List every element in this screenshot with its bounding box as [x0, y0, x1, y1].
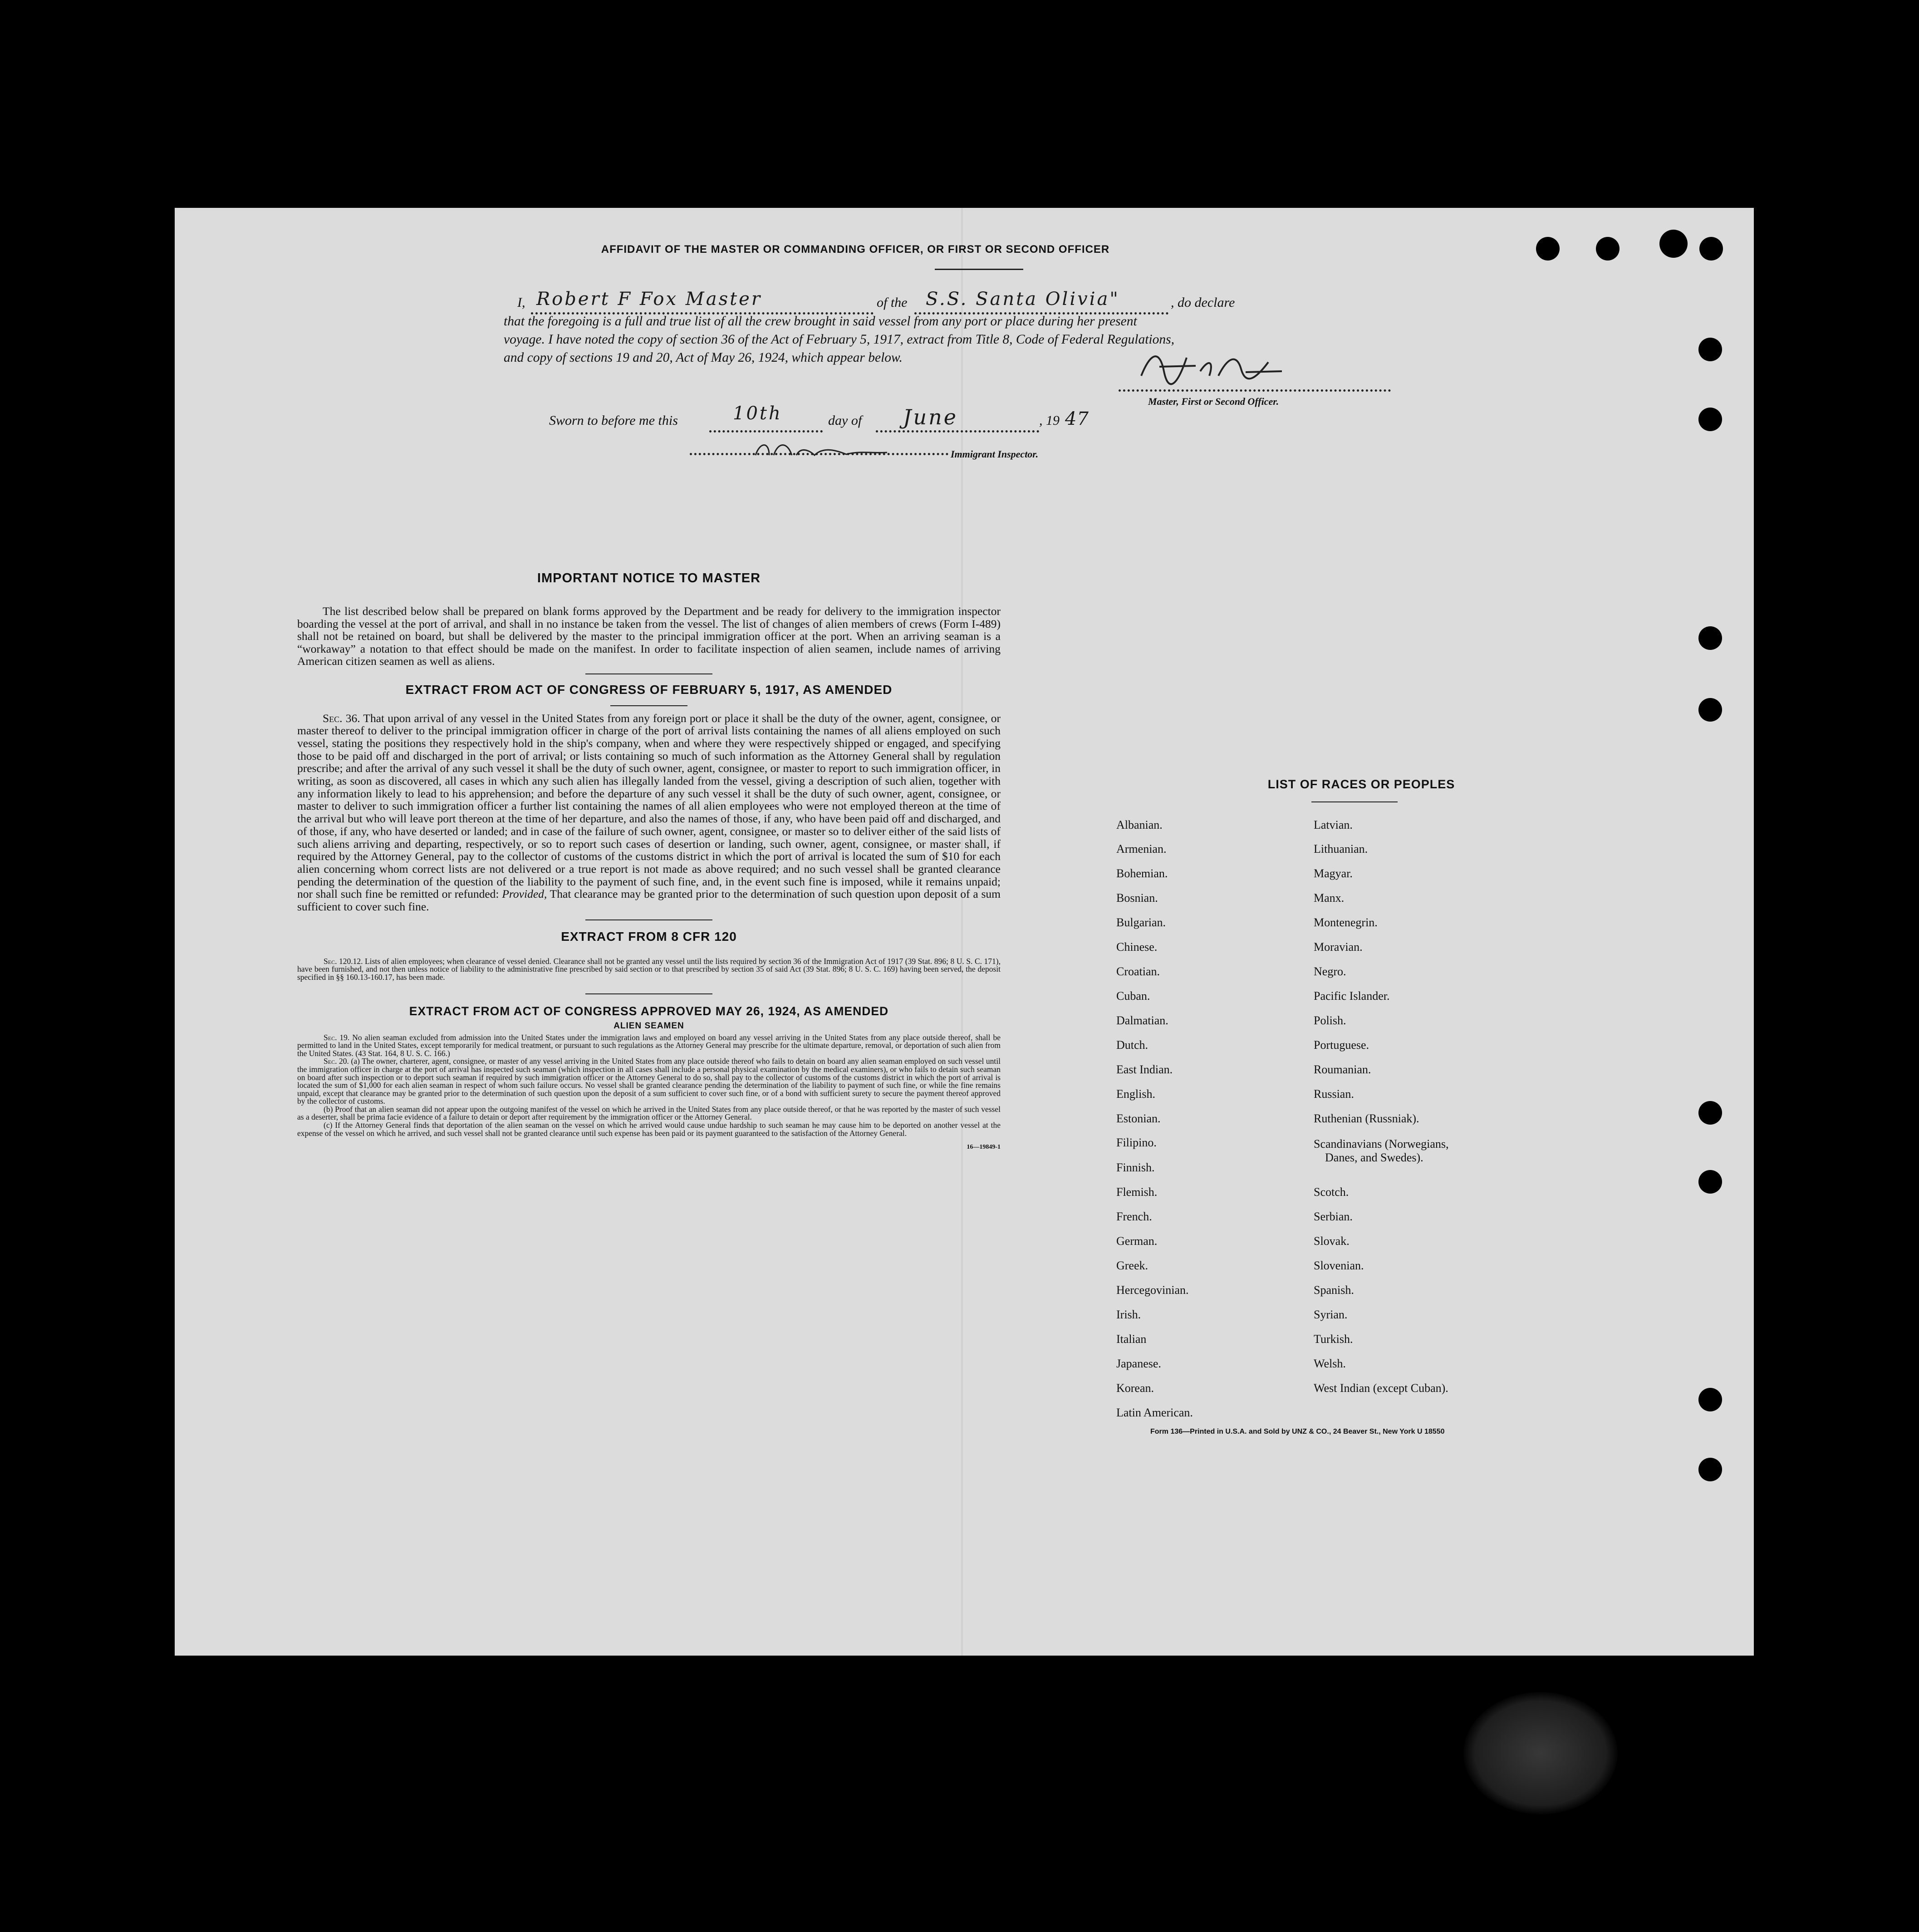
master-signature-line [1119, 389, 1391, 392]
sec-19-label: Sec. 19. [324, 1032, 350, 1042]
race-item: Albanian. [1116, 818, 1163, 831]
race-item: Bosnian. [1116, 891, 1158, 905]
race-item: Irish. [1116, 1308, 1141, 1321]
race-item: Scotch. [1314, 1185, 1349, 1199]
race-item: Magyar. [1314, 867, 1353, 880]
section-rule [610, 705, 687, 706]
race-item: Syrian. [1314, 1308, 1348, 1321]
race-item: Estonian. [1116, 1112, 1161, 1125]
race-item: Roumanian. [1314, 1063, 1371, 1076]
race-item: Chinese. [1116, 940, 1158, 954]
section-20a-text [297, 1057, 1001, 1106]
race-item: Dutch. [1116, 1038, 1148, 1052]
form-code: 16—19849-1 [967, 1144, 1001, 1151]
inspector-caption: Immigrant Inspector. [951, 448, 1039, 460]
inspector-signature [751, 437, 896, 460]
title-rule [935, 269, 1023, 270]
section-36-label: Sec. 36. [323, 711, 360, 725]
punch-hole [1698, 1458, 1722, 1481]
section-36-text [297, 712, 1001, 913]
embossed-seal [1463, 1692, 1618, 1814]
section-36-text-a: That upon arrival of any vessel in the United States from any foreign port or place it shall be the duty of the owner, agent, consignee, or master thereof to deliver to the principal immigration officer in charge of the port of arrival lists containing the names of all aliens employed on such vessel, stating the positions they respectively hold in the ship's company, when and where they were respectively shipped or engaged, and specifying those to be paid off and discharged in the port of arrival; or lists containing so much of such information as the Attorney General shall by regulation prescribe; and after the arrival of any such vessel it shall be the duty of such owner, agent, consignee, or master to report to such immigration officer, in writing, as soon as discovered, all cases in which any such alien has illegally landed from the vessel, giving a description of such alien, together with any information likely to lead to his apprehension; and before the departure of any such vessel it shall be the duty of such owner, agent, consignee, or master to deliver to such immigration officer a further list containing the names of all alien employees who were not employed thereon at the time of the arrival but who will leave port thereon at the time of her departure, and also the names of those, if any, who have been paid off and discharged, and of those, if any, who have deserted or landed; and in case of the failure of such owner, agent, consignee, or master so to deliver either of the said lists of such aliens arriving and departing, respectively, or so to report such cases of desertion or landing, such owner, agent, consignee, or master shall, if required by the Attorney General, pay to the collector of customs of the customs district in which the port of arrival is located the sum of $10 for each alien concerning whom correct lists are not delivered or a true report is not made as above required; and no such vessel shall be granted clearance pending the determination of the question of the liability to the payment of such fine, and, in the event such fine is imposed, while it remains unpaid; nor shall such fine be remitted or refunded: [297, 711, 1001, 901]
section-rule [585, 993, 712, 994]
race-item: Armenian. [1116, 842, 1167, 855]
race-item: Russian. [1314, 1087, 1354, 1101]
race-item: Danes, and Swedes). [1325, 1151, 1423, 1164]
races-title: LIST OF RACES OR PEOPLES [1267, 777, 1455, 791]
left-column [297, 571, 1001, 1151]
i-word: I, [517, 295, 525, 310]
race-item: Cuban. [1116, 989, 1150, 1003]
race-item: Slovenian. [1314, 1259, 1364, 1272]
race-item: Polish. [1314, 1014, 1346, 1027]
race-item: Latvian. [1314, 818, 1353, 831]
section-20b-text: (b) Proof that an alien seaman did not appear upon the outgoing manifest of the vessel on which he arrived in the United States from any place outside thereof, or that he was reported by the master of such vessel as a deserter, shall be prima facie evidence of a failure to detain or deport after requirement by the immigration officer or the Attorney General. [297, 1104, 1001, 1122]
punch-hole [1536, 237, 1560, 261]
notice-title: IMPORTANT NOTICE TO MASTER [537, 571, 761, 585]
race-item: Serbian. [1314, 1210, 1353, 1223]
sworn-line [549, 403, 1320, 435]
cfr-title: EXTRACT FROM 8 CFR 120 [561, 929, 737, 944]
race-item: Dalmatian. [1116, 1014, 1168, 1027]
race-item: Negro. [1314, 965, 1346, 978]
punch-hole [1659, 230, 1688, 258]
act-1917-title: EXTRACT FROM ACT OF CONGRESS OF FEBRUARY 5, 1917, AS AMENDED [405, 682, 893, 697]
affidavit-line-2: that the foregoing is a full and true list of all the crew brought in said vessel from any port or place during her present [504, 314, 1137, 329]
punch-hole [1698, 626, 1722, 650]
master-caption: Master, First or Second Officer. [1148, 396, 1279, 407]
affidavit-line-3: voyage. I have noted the copy of section 36 of the Act of February 5, 1917, extract from Title 8, Code of Federal Regulations, [504, 332, 1174, 347]
section-20c-text: (c) If the Attorney General finds that deportation of the alien seaman on the vessel on which he arrived would cause undue hardship to such seaman he may cause him to be deported on another vessel at the expense of the vessel on which he arrived, and such vessel shall not be granted clearance until such expense has been paid or its payment guaranteed to the satisfaction of the Attorney General. [297, 1121, 1001, 1138]
day-of-text: day of [828, 413, 862, 428]
affidavit-line-4: and copy of sections 19 and 20, Act of May 26, 1924, which appear below. [504, 350, 903, 365]
race-item: Croatian. [1116, 965, 1160, 978]
cfr-text [297, 958, 1001, 982]
punch-hole [1698, 1101, 1722, 1125]
sec-19-body: No alien seaman excluded from admission into the United States under the immigration laws and employed on board any vessel arriving in the United States from any place outside thereof, shall be permitted to land in the United States, except temporarily for medical treatment, or pursuant to such regulations as the Attorney General may prescribe for the ultimate departure, removal, or deportation of such alien from the United States. (43 Stat. 164, 8 U. S. C. 166.) [297, 1032, 1001, 1058]
master-signature [1132, 344, 1323, 389]
race-item: French. [1116, 1210, 1152, 1223]
race-item: Welsh. [1314, 1357, 1346, 1370]
notice-text: The list described below shall be prepared on blank forms approved by the Department and be ready for delivery to the immigration inspector boarding the vessel at the port of arrival, and shall in no instance be taken from the vessel. The list of changes of alien members of crews (Form I-489) shall not be retained on board, but shall be delivered by the master to the principal immigration officer at the port. When an arriving seaman is a “workaway” a notation to that effect should be made on the manifest. In order to facilitate inspection of alien seamen, include names of arriving American citizen seamen as well as aliens. [297, 605, 1001, 668]
race-item: Bohemian. [1116, 867, 1168, 880]
race-item: Greek. [1116, 1259, 1148, 1272]
sec-20-label: Sec. 20. [324, 1057, 349, 1066]
race-item: Turkish. [1314, 1332, 1353, 1346]
punch-hole [1698, 408, 1722, 431]
race-item: Japanese. [1116, 1357, 1161, 1370]
section-rule [585, 673, 712, 674]
sworn-month-handwritten: June [903, 405, 958, 429]
provided-word: Provided, [502, 887, 547, 901]
affidavit-body [504, 312, 1566, 367]
race-item: German. [1116, 1234, 1158, 1248]
race-item: Korean. [1116, 1381, 1154, 1395]
section-36-text-b: That clearance may be granted prior to the determination of such question upon deposit of a sum sufficient to cover such fine. [297, 887, 1001, 914]
year-prefix: , 19 [1039, 413, 1060, 428]
race-item: Latin American. [1116, 1406, 1193, 1419]
punch-hole [1698, 1170, 1722, 1194]
race-item: Lithuanian. [1314, 842, 1368, 855]
race-item: Montenegrin. [1314, 916, 1378, 929]
cfr-body: Lists of alien employees; when clearance of vessel denied. Clearance shall not be granted any vessel until the lists required by section 36 of the Immigration Act of 1917 (39 Stat. 896; 8 U. S. C. 171), have been furnished, and not then unless notice of liability to the administrative fine prescribed by said section or to that prescribed by section 35 of said Act (39 Stat. 896; 8 U. S. C. 169) having been served, the deposit specified in §§ 160.13-160.17, has been made. [297, 956, 1001, 982]
manifest-page [175, 208, 1754, 1656]
of-the-text: of the [877, 295, 908, 310]
punch-hole [1698, 1388, 1722, 1411]
act-1924-title: EXTRACT FROM ACT OF CONGRESS APPROVED MAY 26, 1924, AS AMENDED [409, 1004, 889, 1018]
race-item: Manx. [1314, 891, 1345, 905]
race-item: West Indian (except Cuban). [1314, 1381, 1448, 1395]
punch-hole [1596, 237, 1620, 261]
race-item: East Indian. [1116, 1063, 1173, 1076]
do-declare-text: , do declare [1171, 295, 1235, 310]
act-1924-subtitle: ALIEN SEAMEN [613, 1021, 684, 1031]
section-rule [585, 919, 712, 920]
race-item: Italian [1116, 1332, 1147, 1346]
sworn-text: Sworn to before me this [549, 413, 678, 428]
vessel-name-handwritten: S.S. Santa Olivia" [926, 289, 1120, 310]
sworn-year-handwritten: 47 [1065, 408, 1089, 429]
race-item: Moravian. [1314, 940, 1363, 954]
printer-footer: Form 136—Printed in U.S.A. and Sold by UNZ & CO., 24 Beaver St., New York U 18550 [1150, 1428, 1445, 1435]
sec-20a-body: (a) The owner, charterer, agent, consignee, or master of any vessel arriving in the United States from any place outside thereof who fails to detain on board any alien seaman employed on such vessel until the immigration officer in charge at the port of arrival has inspected such seaman (which inspection in all cases shall include a personal physical examination by the medical examiners), or who fails to detain such seaman on board after such inspection or to deport such seaman if required by such immigration officer or the Attorney General to do so, shall pay to the collector of customs of the customs district in which the port of arrival is located the sum of $1,000 for each alien seaman in respect of whom such failure occurs. No vessel shall be granted clearance pending the determination of the liability to payment of such fine, or while the fine remains unpaid, except that clearance may be granted prior to the determination of such question upon the deposit of a sum sufficient to cover such fine, or of a bond with sufficient surety to secure the payment thereof approved by the collector of customs. [297, 1057, 1001, 1106]
race-item: Finnish. [1116, 1161, 1155, 1174]
section-19-text [297, 1034, 1001, 1058]
race-item: Hercegovinian. [1116, 1283, 1189, 1297]
master-name-handwritten: Robert F Fox Master [536, 289, 762, 310]
race-item: Filipino. [1116, 1136, 1157, 1149]
race-item: Flemish. [1116, 1185, 1158, 1199]
races-title-rule [1311, 801, 1398, 802]
punch-hole [1698, 338, 1722, 361]
race-item: Spanish. [1314, 1283, 1354, 1297]
race-item: Pacific Islander. [1314, 989, 1390, 1003]
sworn-day-handwritten: 10th [733, 403, 782, 424]
cfr-sec-label: Sec. 120.12. [324, 956, 363, 966]
race-item: Bulgarian. [1116, 916, 1166, 929]
punch-hole [1699, 237, 1723, 261]
race-item: Slovak. [1314, 1234, 1350, 1248]
race-item: Portuguese. [1314, 1038, 1369, 1052]
race-item: Ruthenian (Russniak). [1314, 1112, 1419, 1125]
race-item: English. [1116, 1087, 1155, 1101]
punch-hole [1698, 698, 1722, 722]
affidavit-title: AFFIDAVIT OF THE MASTER OR COMMANDING OFFICER, OR FIRST OR SECOND OFFICER [601, 243, 1110, 256]
race-item: Scandinavians (Norwegians, [1314, 1137, 1449, 1150]
